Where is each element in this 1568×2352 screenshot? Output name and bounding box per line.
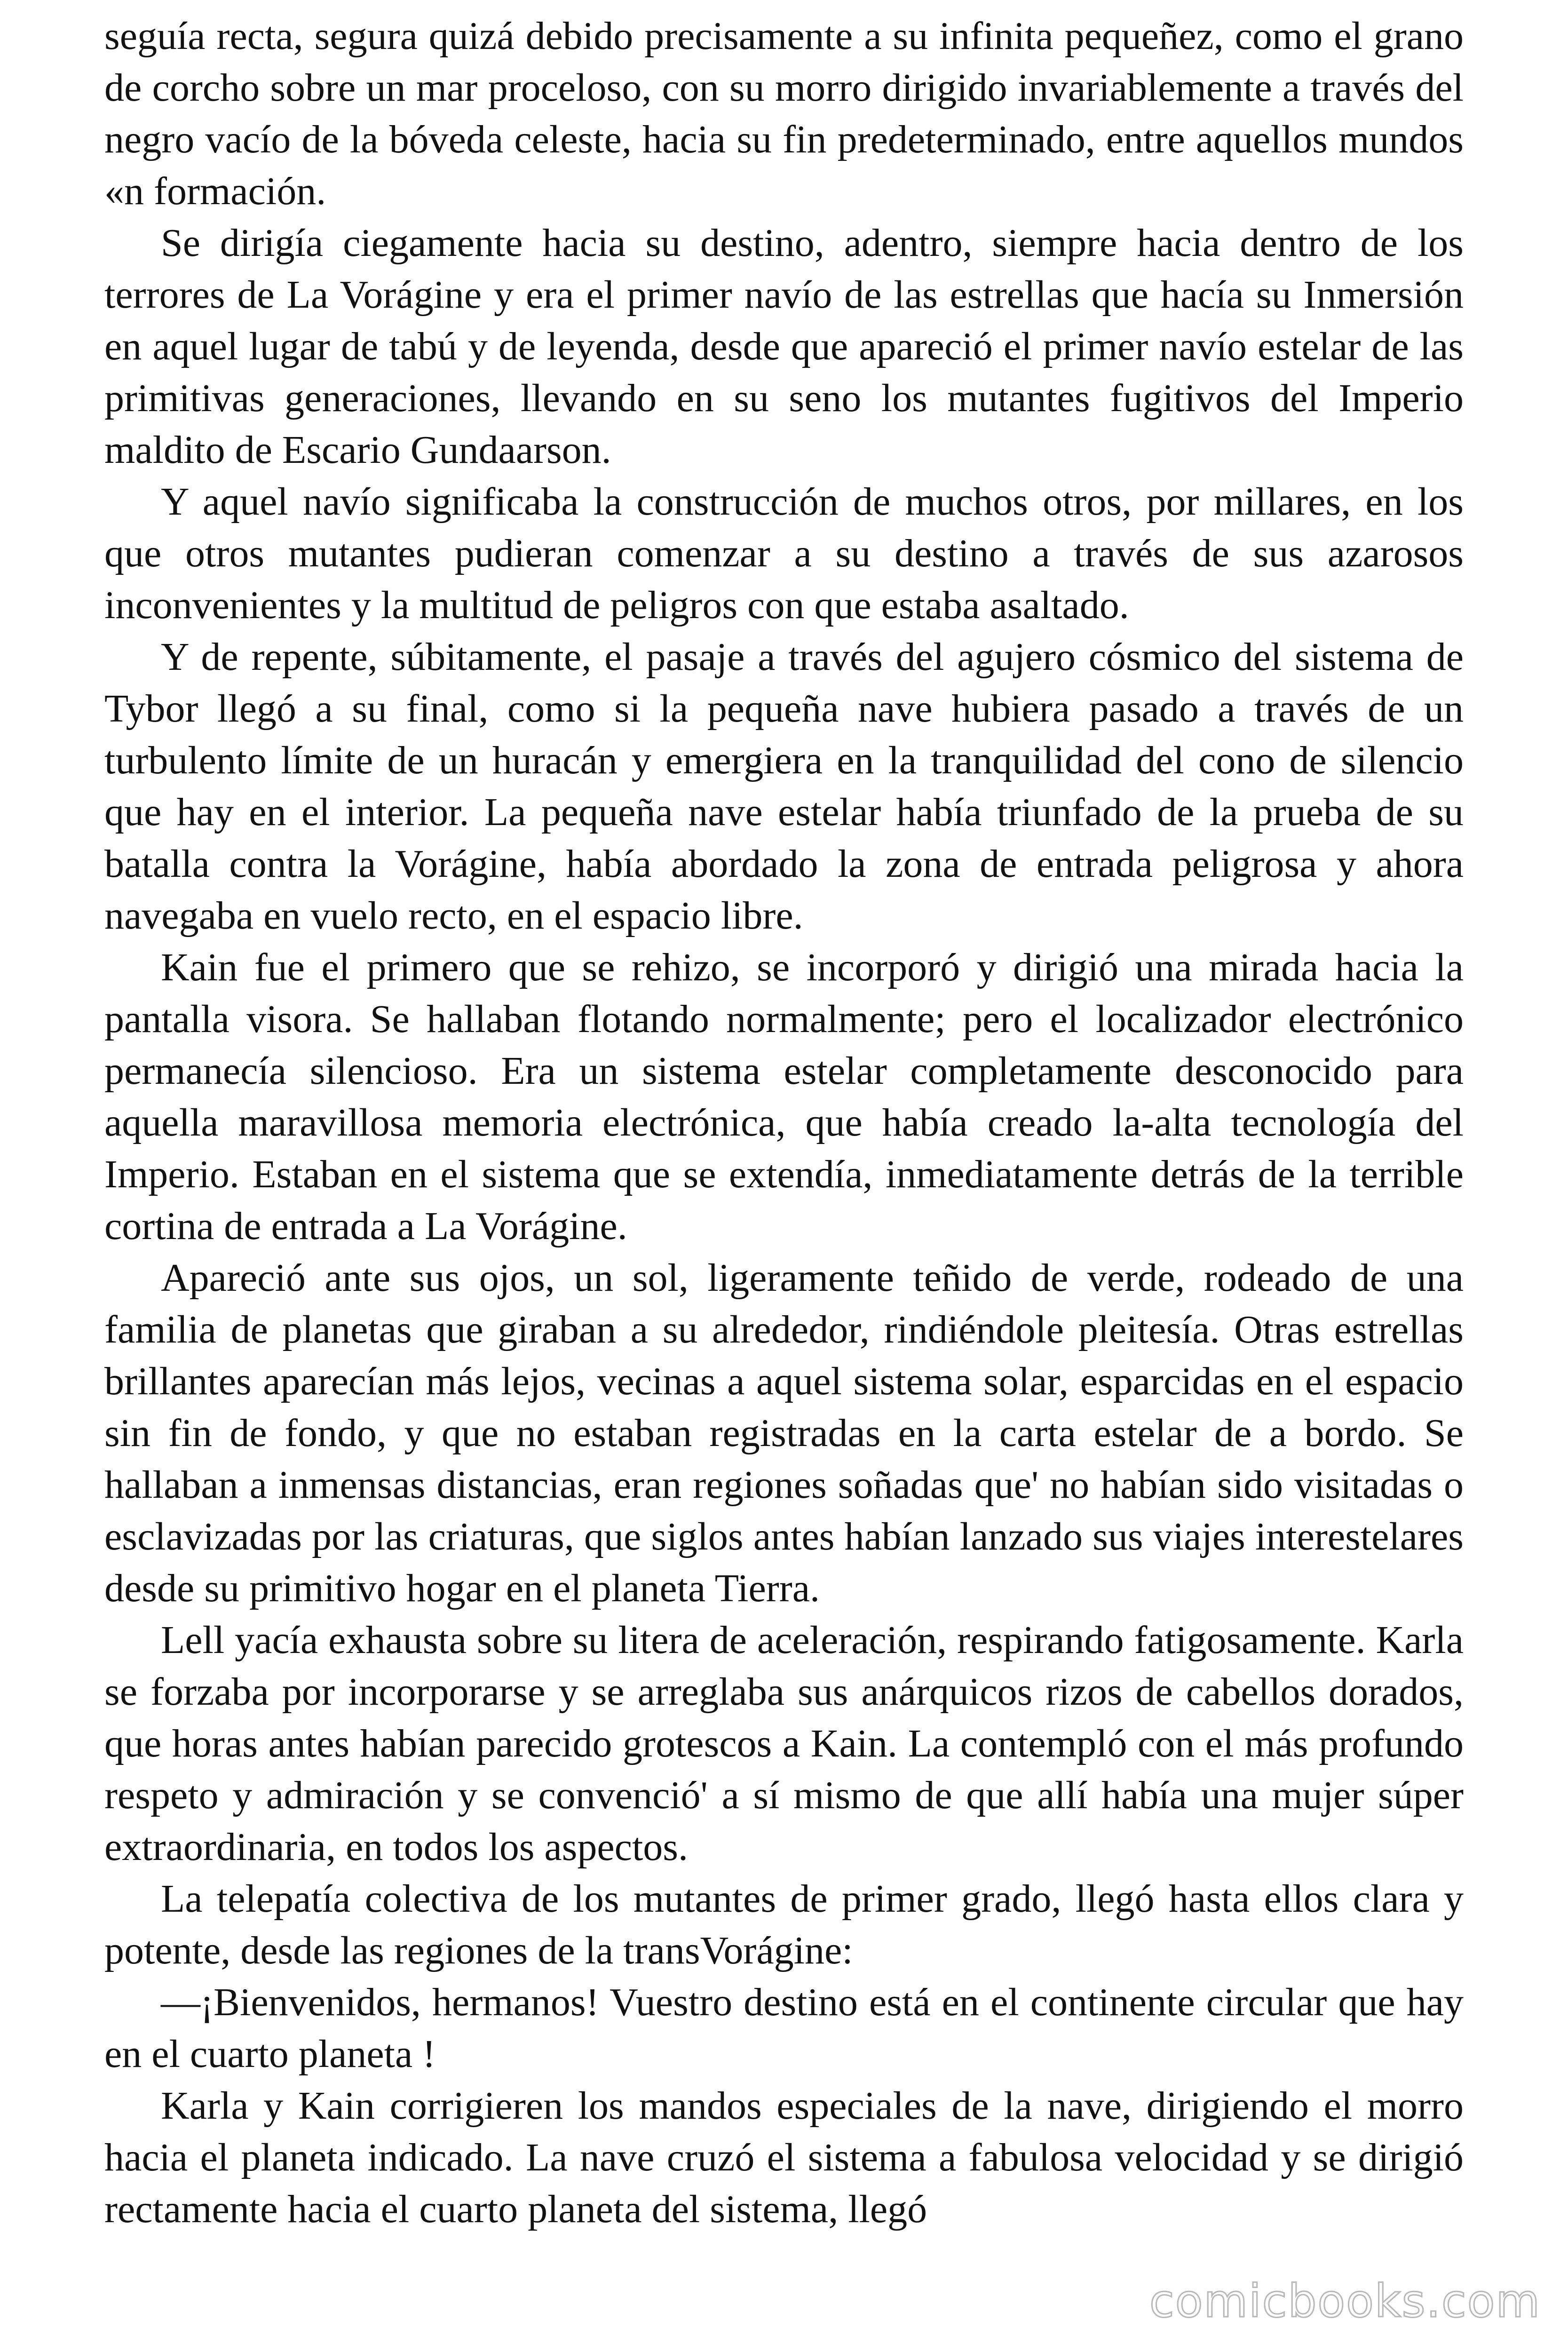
paragraph-3: Y aquel navío significaba la construcción de muchos otros, por millares, en los que otros mutantes pudieran comenzar a su destino a través de sus azarosos inconvenientes y la multitud de peligros con que estaba asaltado.: [104, 480, 1464, 627]
paragraph-8: La telepatía colectiva de los mutantes de primer grado, llegó hasta ellos clara y potente, desde las regiones de la transVorágine:: [104, 1877, 1464, 1972]
paragraph-5: Kain fue el primero que se rehizo, se incorporó y dirigió una mirada hacia la pantalla visora. Se hallaban flotando normalmente; pero el localizador electrónico permanecía silencioso. Era un sistema estelar completamente desconocido para aquella maravillosa memoria electrónica, que había creado la-alta tecnología del Imperio. Estaban en el sistema que se extendía, inmediatamente detrás de la terrible cortina de entrada a La Vorágine.: [104, 946, 1464, 1248]
page-body: [104, 10, 1464, 2334]
paragraph-10: Karla y Kain corrigieren los mandos especiales de la nave, dirigiendo el morro hacia el planeta indicado. La nave cruzó el sistema a fabulosa velocidad y se dirigió rectamente hacia el cuarto planeta del sistema, llegó: [104, 2084, 1464, 2231]
paragraph-9: —¡Bienvenidos, hermanos! Vuestro destino está en el continente circular que hay en el cuarto planeta !: [104, 1980, 1464, 2076]
paragraph-6: Apareció ante sus ojos, un sol, ligeramente teñido de verde, rodeado de una familia de planetas que giraban a su alrededor, rindiéndole pleitesía. Otras estrellas brillantes aparecían más lejos, vecinas a aquel sistema solar, esparcidas en el espacio sin fin de fondo, y que no estaban registradas en la carta estelar de a bordo. Se hallaban a inmensas distancias, eran regiones soñadas que' no habían sido visitadas o esclavizadas por las criaturas, que siglos antes habían lanzado sus viajes interestelares desde su primitivo hogar en el planeta Tierra.: [104, 1256, 1464, 1610]
paragraph-2: Se dirigía ciegamente hacia su destino, adentro, siempre hacia dentro de los terrores de La Vorágine y era el primer navío de las estrellas que hacía su Inmersión en aquel lugar de tabú y de leyenda, desde que apareció el primer navío estelar de las primitivas generaciones, llevando en su seno los mutantes fugitivos del Imperio maldito de Escario Gundaarson.: [104, 221, 1464, 472]
paragraph-7: Lell yacía exhausta sobre su litera de aceleración, respirando fatigosamente. Karla se forzaba por incorporarse y se arreglaba sus anárquicos rizos de cabellos dorados, que horas antes habían parecido grotescos a Kain. La contempló con el más profundo respeto y admiración y se convenció' a sí mismo de que allí había una mujer súper extraordinaria, en todos los aspectos.: [104, 1618, 1464, 1869]
paragraph-4: Y de repente, súbitamente, el pasaje a través del agujero cósmico del sistema de Tybor llegó a su final, como si la pequeña nave hubiera pasado a través de un turbulento límite de un huracán y emergiera en la tranquilidad del cono de silencio que hay en el interior. La pequeña nave estelar había triunfado de la prueba de su batalla contra la Vorágine, había abordado la zona de entrada peligrosa y ahora navegaba en vuelo recto, en el espacio libre.: [104, 635, 1464, 938]
watermark-logo: comicbooks.com: [1149, 2275, 1541, 2328]
paragraph-1: seguía recta, segura quizá debido precisamente a su infinita pequeñez, como el grano de corcho sobre un mar proceloso, con su morro dirigido invariablemente a través del negro vacío de la bóveda celeste, hacia su fin predeterminado, entre aquellos mundos «n formación.: [104, 14, 1464, 213]
